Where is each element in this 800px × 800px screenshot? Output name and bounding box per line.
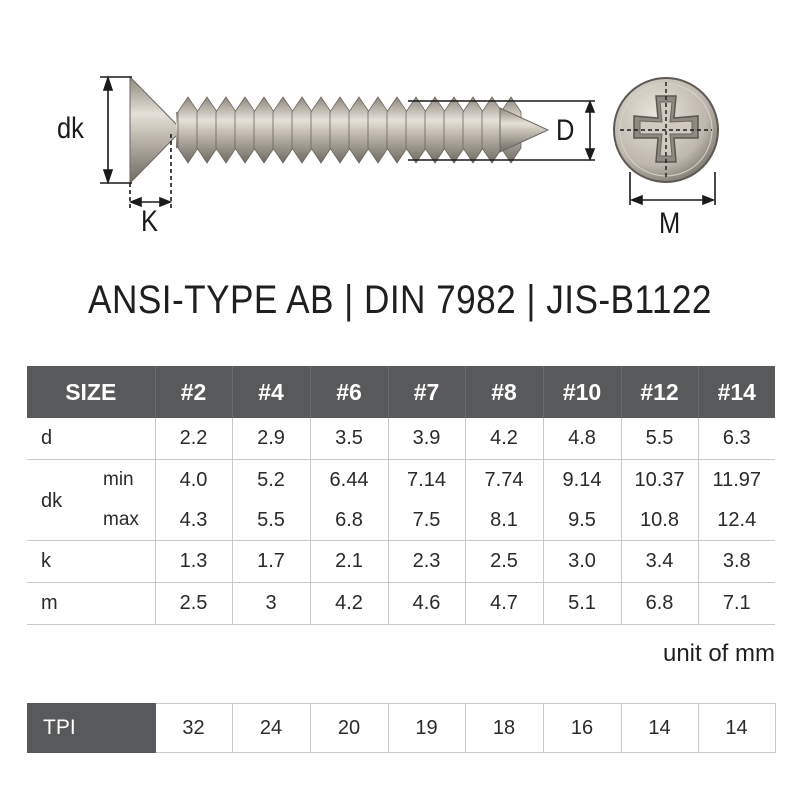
thread-ridge (330, 97, 350, 163)
header-size: SIZE (27, 366, 155, 418)
thread-ridge (197, 97, 217, 163)
thread-ridge (349, 97, 369, 163)
table-cell: 4.3 (155, 500, 232, 541)
table-cell: 2.9 (232, 418, 310, 460)
table-cell: 3.8 (698, 541, 775, 583)
table-row-dk-max (27, 500, 775, 541)
table-cell: 6.44 (310, 460, 388, 501)
table-cell: 9.5 (543, 500, 621, 541)
screw-side-view (130, 77, 548, 183)
table-cell: 2.5 (155, 583, 232, 625)
header-cell: #4 (232, 366, 310, 418)
thread-ridge (406, 97, 426, 163)
table-cell: 4.2 (465, 418, 543, 460)
thread-ridge (425, 97, 445, 163)
tpi-cell: 19 (388, 704, 465, 753)
table-cell: 1.7 (232, 541, 310, 583)
dk-label: dk (41, 490, 63, 512)
table-cell: 7.14 (388, 460, 465, 501)
tpi-cell: 20 (310, 704, 388, 753)
k-dimension-label: K (141, 205, 159, 238)
spec-table (27, 366, 775, 625)
thread-ridge (387, 97, 407, 163)
thread-ridge (444, 97, 464, 163)
table-cell: 2.2 (155, 418, 232, 460)
table-cell: 6.3 (698, 418, 775, 460)
thread-ridge (254, 97, 274, 163)
header-cell: #8 (465, 366, 543, 418)
table-cell: 4.6 (388, 583, 465, 625)
tpi-cell: 16 (543, 704, 621, 753)
table-cell: 3.5 (310, 418, 388, 460)
table-cell: 11.97 (712, 468, 762, 491)
table-cell: 4.2 (310, 583, 388, 625)
tpi-label: TPI (27, 704, 155, 753)
table-cell: 4.8 (543, 418, 621, 460)
tpi-cell: 32 (155, 704, 232, 753)
header-cell: #12 (621, 366, 698, 418)
thread-ridge (235, 97, 255, 163)
tpi-cell: 14 (621, 704, 698, 753)
tpi-table (27, 703, 776, 753)
header-cell: #7 (388, 366, 465, 418)
table-cell: 7.1 (698, 583, 775, 625)
min-label: min (103, 469, 134, 490)
table-cell: 1.3 (155, 541, 232, 583)
table-cell: 5.5 (621, 418, 698, 460)
thread-ridge (368, 97, 388, 163)
row-label: k (27, 541, 155, 583)
d-dimension-label: D (556, 114, 575, 147)
header-cell: #6 (310, 366, 388, 418)
table-cell: 12.4 (698, 500, 775, 541)
table-row-m (27, 583, 775, 625)
header-cell: #14 (717, 378, 756, 405)
tpi-cell: 14 (698, 704, 775, 753)
table-cell: 10.8 (621, 500, 698, 541)
table-header-row (27, 366, 775, 418)
thread-ridge (463, 97, 483, 163)
table-row-d (27, 418, 775, 460)
tpi-row (27, 704, 775, 753)
standards-title: ANSI-TYPE AB | DIN 7982 | JIS-B1122 (88, 278, 712, 322)
table-cell: 5.1 (543, 583, 621, 625)
table-cell: 3.0 (543, 541, 621, 583)
table-cell: 5.2 (232, 460, 310, 501)
table-cell: 2.1 (310, 541, 388, 583)
dk-dimension-label: dk (57, 112, 84, 145)
table-cell: 6.8 (310, 500, 388, 541)
tpi-cell: 18 (465, 704, 543, 753)
tpi-cell: 24 (232, 704, 310, 753)
thread-ridge (273, 97, 293, 163)
table-cell: 7.74 (465, 460, 543, 501)
row-label: m (27, 583, 155, 625)
thread-ridge (482, 97, 502, 163)
table-cell: 3.9 (388, 418, 465, 460)
table-row-dk-min (27, 460, 775, 501)
table-cell: 6.8 (621, 583, 698, 625)
row-label: d (27, 418, 155, 460)
max-label: max (103, 509, 139, 530)
m-dimension-label: M (659, 207, 681, 240)
thread-ridge (311, 97, 331, 163)
table-cell: 10.37 (621, 460, 698, 501)
table-cell: 2.3 (388, 541, 465, 583)
table-row-k (27, 541, 775, 583)
table-cell: 9.14 (543, 460, 621, 501)
table-cell: 3.4 (621, 541, 698, 583)
screw-head-top-view (614, 78, 718, 182)
table-cell: 8.1 (465, 500, 543, 541)
table-cell: 3 (232, 583, 310, 625)
header-cell: #2 (155, 366, 232, 418)
table-cell: 4.7 (465, 583, 543, 625)
thread-ridge (216, 97, 236, 163)
table-cell: 5.5 (232, 500, 310, 541)
table-cell: 7.5 (388, 500, 465, 541)
row-label (27, 500, 155, 541)
thread-ridge (178, 97, 198, 163)
row-label (27, 460, 155, 512)
header-cell: #10 (543, 366, 621, 418)
table-cell: 4.0 (155, 460, 232, 501)
thread-ridge (292, 97, 312, 163)
screw-threads (178, 97, 521, 163)
unit-note: unit of mm (662, 640, 775, 667)
table-cell: 2.5 (465, 541, 543, 583)
